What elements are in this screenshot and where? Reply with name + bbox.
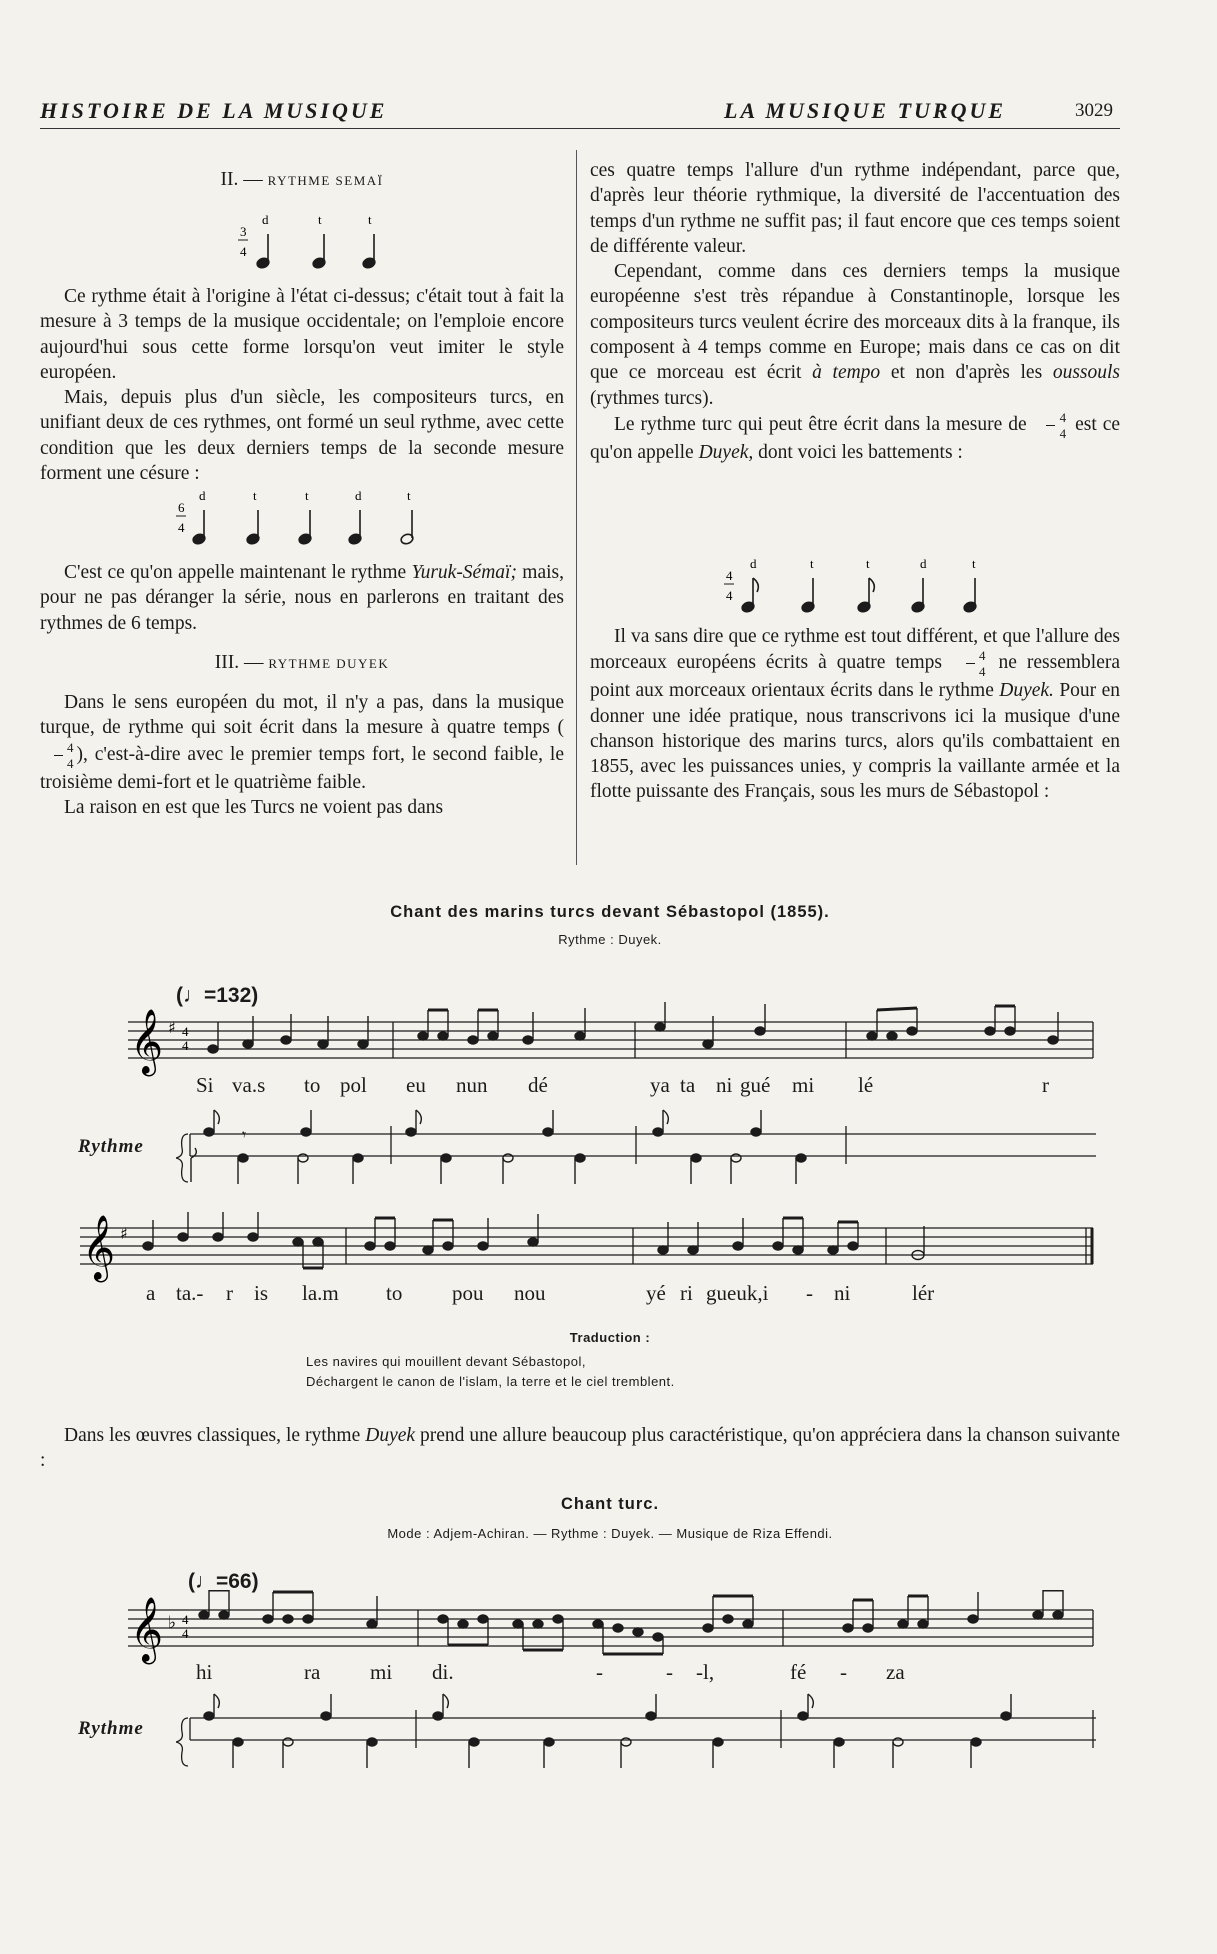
right-column (590, 158, 1120, 465)
translation-line-2: Déchargent le canon de l'islam, la terre et le ciel tremblent. (306, 1374, 675, 1389)
section-heading-duyek (40, 650, 564, 676)
svg-text:4: 4 (182, 1626, 189, 1641)
lyric-syllable: nou (514, 1281, 546, 1305)
lyric-syllable: - (840, 1660, 847, 1684)
lyric-syllable: r (1042, 1073, 1049, 1097)
section-title: RYTHME DUYEK (268, 655, 390, 671)
lyric-syllable: -l, (696, 1660, 715, 1684)
lyric-syllable: ta (680, 1073, 696, 1097)
lyric-syllable: to (304, 1073, 321, 1097)
lyric-syllable: to (386, 1281, 403, 1305)
melody-staff-2 (78, 1208, 1108, 1288)
lyric-syllable: Si (196, 1073, 214, 1097)
paragraph: ces quatre temps l'allure d'un rythme indépendant, parce que, d'après leur théorie rythmique, la diversité de l'accentuation des temps d'un rythme ne suffit pas; il faut encore que ces temps soient de différente valeur. (590, 160, 1120, 257)
lyric-syllable: mi (792, 1073, 815, 1097)
lyrics-line-1 (196, 1073, 1096, 1099)
lyric-syllable: is (254, 1281, 269, 1305)
song-title: Chant des marins turcs devant Sébastopol (1855). (390, 903, 830, 921)
translation-title: Traduction : (569, 1330, 651, 1345)
svg-text:4: 4 (182, 1024, 189, 1039)
right-column-text-2 (590, 624, 1120, 805)
beat-syllable: t (253, 488, 257, 503)
rhythm-label: Rythme (78, 1718, 144, 1739)
svg-text:4: 4 (182, 1038, 189, 1053)
svg-text:𝄾: 𝄾 (242, 1125, 247, 1144)
lyric-syllable: - (596, 1660, 603, 1684)
page-number: 3029 (1075, 100, 1113, 121)
beat-syllable: t (407, 488, 411, 503)
paragraph: Il va sans dire que ce rythme est tout différent, et que l'allure des morceaux européens écrits à quatre temps $\frac{4}{4}$ ne ressemblera point aux morceaux orientaux écrits dans le rythme Duyek. Pour en donner une idée pratique, nous transcrivons ici la musique d'une chanson historique des marins turcs, alors qu'ils combattaient en 1855, avec les puissances unies, y compris la vaillante armée et la flotte puissante des Français, sous les murs de Sébastopol : (590, 626, 1121, 803)
melody-staff-3 (118, 1590, 1098, 1670)
running-header-left: HISTOIRE DE LA MUSIQUE (40, 98, 388, 123)
lyric-syllable: ra (304, 1660, 321, 1684)
svg-text:𝄞: 𝄞 (130, 1597, 164, 1662)
section-title: RYTHME SEMAÏ (267, 173, 384, 188)
time-signature-bottom: 4 (240, 244, 247, 259)
lyric-syllable: pou (452, 1281, 484, 1305)
translation-line-1: Les navires qui mouillent devant Sébastopol, (306, 1354, 586, 1369)
beat-syllable: t (368, 212, 372, 227)
lyric-syllable: yé (646, 1281, 666, 1305)
lyric-syllable: ta.- (176, 1281, 204, 1305)
paragraph: Dans le sens européen du mot, il n'y a pas, dans la musique turque, de rythme qui soit écrit dans la mesure à quatre temps ( $\frac{4}{4}$ ), c'est-à-dire avec le premier temps fort, le second faible, le troisième demi-fort et le quatrième faible. (40, 692, 564, 793)
song2-subtitle: Mode : Adjem-Achiran. — Rythme : Duyek. — Musique de Riza Effendi. (387, 1526, 833, 1541)
lyric-syllable: fé (790, 1660, 807, 1684)
time-signature-bottom: 4 (178, 520, 185, 535)
lyric-syllable: la.m (302, 1281, 339, 1305)
paragraph: La raison en est que les Turcs ne voient pas dans (64, 797, 444, 819)
lyric-syllable: r (226, 1281, 233, 1305)
lyric-syllable: gueuk,i (706, 1281, 769, 1305)
lyric-syllable: nun (456, 1073, 488, 1097)
section-number: II. — (220, 169, 263, 190)
beat-syllable: d (750, 556, 757, 571)
lyric-syllable: gué (740, 1073, 771, 1097)
rhythm-semai-figure (230, 212, 390, 274)
song-subtitle: Rythme : Duyek. (558, 932, 662, 947)
running-header-right: LA MUSIQUE TURQUE (724, 98, 1007, 123)
lyric-syllable: ni (716, 1073, 733, 1097)
lyric-syllable: eu (406, 1073, 426, 1097)
beat-syllable: d (199, 488, 206, 503)
svg-text:𝄞: 𝄞 (82, 1215, 116, 1280)
lyric-syllable: - (806, 1281, 813, 1305)
left-column (40, 167, 564, 197)
column-divider (576, 150, 577, 865)
lyrics-line-3 (196, 1660, 1096, 1686)
svg-text:♯: ♯ (168, 1018, 176, 1037)
beat-syllable: d (262, 212, 269, 227)
left-column-text-1 (40, 284, 564, 486)
lyric-syllable: di. (432, 1660, 454, 1684)
beat-syllable: t (305, 488, 309, 503)
rhythm-yuruk-semai-figure (175, 488, 435, 550)
time-signature-bottom: 4 (726, 588, 733, 603)
beat-syllable: t (866, 556, 870, 571)
time-signature-top: 6 (178, 500, 185, 515)
section-heading-semai (40, 167, 564, 193)
lyric-syllable: dé (528, 1073, 548, 1097)
rhythm-duyek-figure (722, 556, 1002, 618)
beat-syllable: t (810, 556, 814, 571)
left-column-text-2 (40, 560, 564, 820)
lyric-syllable: ni (834, 1281, 851, 1305)
lyric-syllable: pol (340, 1073, 367, 1097)
beat-syllable: t (318, 212, 322, 227)
paragraph: Ce rythme était à l'origine à l'état ci-dessus; c'était tout à fait la mesure à 3 temps de la musique occidentale; on l'emploie encore aujourd'hui sous cette forme lorsqu'on veut imiter le style européen. (40, 286, 564, 383)
lyric-syllable: lé (858, 1073, 874, 1097)
svg-text:𝄞: 𝄞 (130, 1009, 164, 1074)
beat-syllable: d (355, 488, 362, 503)
paragraph: Le rythme turc qui peut être écrit dans la mesure de $\frac{4}{4}$ est ce qu'on appelle Duyek, dont voici les battements : (590, 409, 1121, 463)
lyric-syllable: ya (650, 1073, 670, 1097)
time-signature-top: 4 (726, 568, 733, 583)
lyric-syllable: hi (196, 1660, 213, 1684)
mid-paragraph: Dans les œuvres classiques, le rythme Duyek prend une allure beaucoup plus caractéristique, qu'on appréciera dans la chanson suivante : (40, 1425, 1120, 1472)
lyric-syllable: va.s (232, 1073, 266, 1097)
song2-title: Chant turc. (560, 1495, 660, 1513)
tempo-marking: (♩=66) (188, 1570, 259, 1593)
paragraph: Mais, depuis plus d'un siècle, les compositeurs turcs, en unifiant deux de ces rythmes, ont formé un seul rythme, avec cette condition que les deux derniers temps de la seconde mesure forment une césure : (40, 387, 564, 485)
lyric-syllable: - (666, 1660, 673, 1684)
lyrics-line-2 (146, 1281, 1046, 1307)
time-signature-top: 3 (240, 224, 247, 239)
lyric-syllable: a (146, 1281, 156, 1305)
paragraph: C'est ce qu'on appelle maintenant le rythme Yuruk-Sémaï; mais, pour ne pas déranger la série, nous en parlerons en traitant des rythmes de 6 temps. (40, 562, 564, 634)
rhythm-label: Rythme (78, 1136, 144, 1157)
lyric-syllable: mi (370, 1660, 393, 1684)
header-rule (40, 128, 1120, 129)
tempo-marking: (♩=132) (176, 984, 259, 1007)
paragraph: Cependant, comme dans ces derniers temps la musique européenne s'est très répandue à Constantinople, lorsque les compositeurs turcs veulent écrire des morceaux dits à la franque, ils composent à 4 temps comme en Europe; mais dans ce cas on dit que ce morceau est écrit à tempo et non d'après les oussouls (rythmes turcs). (590, 261, 1120, 409)
svg-text:♭: ♭ (168, 1613, 177, 1633)
svg-text:4: 4 (182, 1612, 189, 1627)
rhythm-staff-1 (176, 1104, 1096, 1194)
lyric-syllable: lér (912, 1281, 935, 1305)
beat-syllable: t (972, 556, 976, 571)
melody-staff-1 (118, 1002, 1098, 1082)
lyric-syllable: ri (680, 1281, 693, 1305)
section-number: III. — (214, 651, 264, 673)
rhythm-staff-2 (176, 1688, 1096, 1778)
lyric-syllable: za (886, 1660, 905, 1684)
svg-text:♯: ♯ (120, 1224, 128, 1243)
beat-syllable: d (920, 556, 927, 571)
